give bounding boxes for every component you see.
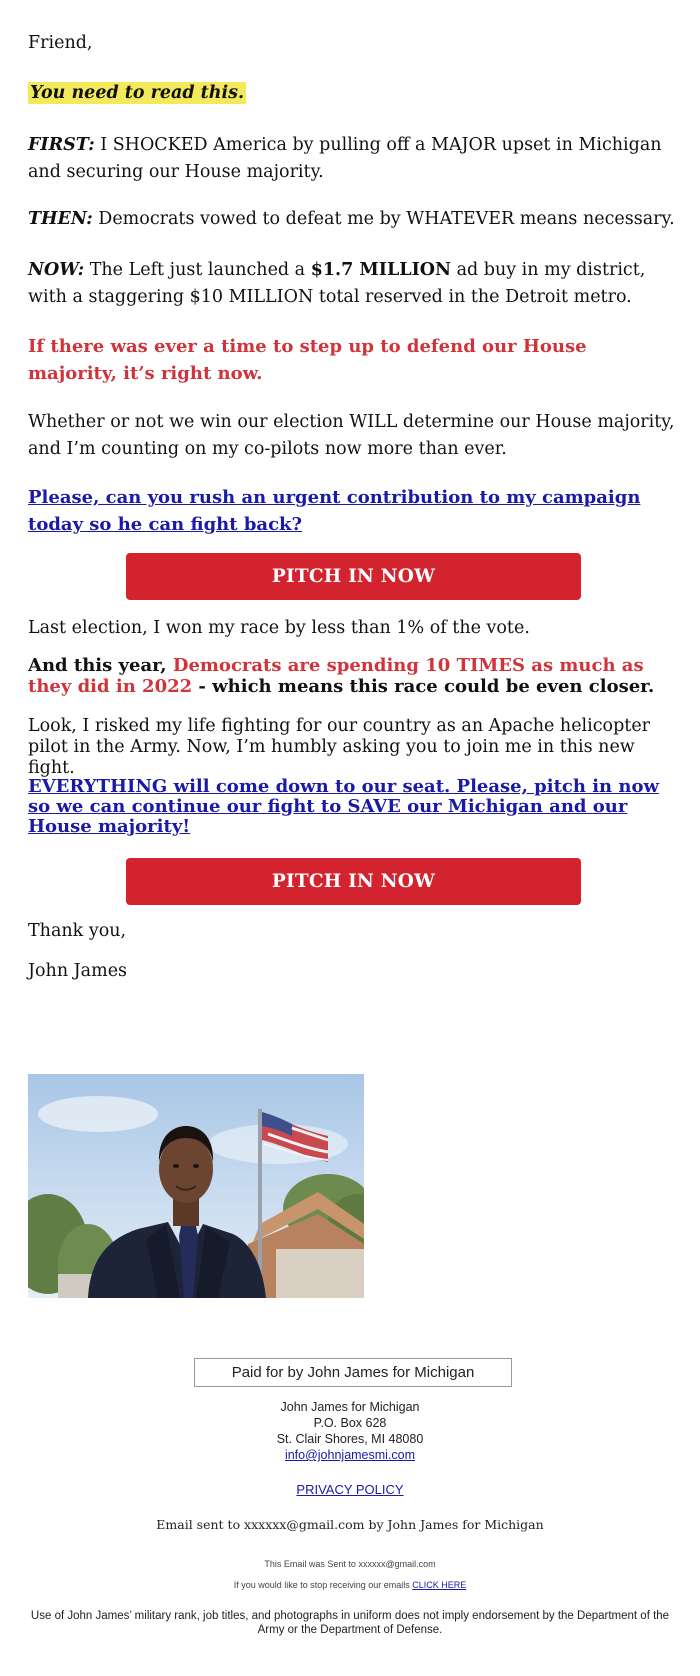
contribution-link-paragraph: [28, 484, 680, 538]
then-label: THEN:: [28, 209, 93, 229]
sent-to-line: Email sent to xxxxxx@gmail.com by John James for Michigan: [156, 1517, 544, 1532]
first-label: FIRST:: [28, 135, 95, 155]
greeting: Friend,: [28, 33, 93, 53]
this-year-paragraph: [28, 655, 680, 697]
then-paragraph: [28, 206, 680, 233]
highlight-text: You need to read this.: [30, 83, 245, 103]
disclaimer: Use of John James’ military rank, job titles, and photographs in uniform does not imply endorsement by the Department of the Army or the Department of Defense.: [30, 1610, 670, 1636]
first-paragraph: [28, 132, 680, 186]
privacy-row: [0, 1481, 700, 1499]
unsubscribe-link[interactable]: CLICK HERE: [412, 1580, 467, 1590]
save-link-paragraph: [28, 777, 680, 837]
now-text-b: ad buy in my district, with a staggering $10 MILLION total reserved in the Detroit metro.: [28, 260, 646, 307]
candidate-photo: [28, 1074, 364, 1298]
contact-email-link[interactable]: info@johnjamesmi.com: [284, 1448, 416, 1462]
then-text: Democrats vowed to defeat me by WHATEVER means necessary.: [92, 209, 675, 229]
now-label: NOW:: [28, 260, 85, 280]
contribution-link[interactable]: Please, can you rush an urgent contribution to my campaign today so he can fight back?: [28, 487, 641, 535]
this-year-a: And this year,: [28, 655, 173, 676]
org-name: John James for Michigan: [280, 1400, 420, 1414]
now-paragraph: [28, 257, 680, 311]
pitch-in-button-1[interactable]: PITCH IN NOW: [126, 553, 581, 600]
now-text-a: The Left just launched a: [84, 260, 311, 280]
privacy-policy-link[interactable]: PRIVACY POLICY: [296, 1482, 404, 1497]
pitch-in-button-2[interactable]: PITCH IN NOW: [126, 858, 581, 905]
risked-paragraph: Look, I risked my life fighting for our country as an Apache helicopter pilot in the Army. Now, I’m humbly asking you to join me in this new fight.: [28, 716, 651, 778]
highlight-line: [28, 80, 680, 107]
this-year-red: Democrats are spending 10 TIMES as much as they did in 2022: [28, 655, 644, 697]
last-election-paragraph: Last election, I won my race by less than 1% of the vote.: [28, 618, 530, 638]
unsubscribe-row: [0, 1579, 700, 1591]
signature: John James: [28, 961, 128, 981]
paid-for-box: Paid for by John James for Michigan: [194, 1358, 512, 1387]
unsubscribe-text: If you would like to stop receiving our emails: [233, 1580, 413, 1590]
po-box: P.O. Box 628: [313, 1416, 387, 1430]
save-michigan-link[interactable]: EVERYTHING will come down to our seat. Please, pitch in now so we can continue our fight to SAVE our Michigan and our House majority!: [28, 776, 659, 837]
red-callout: If there was ever a time to step up to defend our House majority, it’s right now.: [28, 336, 587, 384]
this-year-b: - which means this race could be even closer.: [192, 676, 655, 697]
email-link-row: [0, 1447, 700, 1463]
thanks-line: Thank you,: [28, 921, 127, 941]
city-address: St. Clair Shores, MI 48080: [276, 1432, 424, 1446]
win-paragraph: Whether or not we win our election WILL determine our House majority, and I’m counting on my co-pilots now more than ever.: [28, 412, 675, 459]
now-amount: $1.7 MILLION: [310, 260, 451, 280]
sent-notice: This Email was Sent to xxxxxx@gmail.com: [264, 1559, 436, 1569]
first-text: I SHOCKED America by pulling off a MAJOR upset in Michigan and securing our House majority.: [28, 135, 662, 182]
